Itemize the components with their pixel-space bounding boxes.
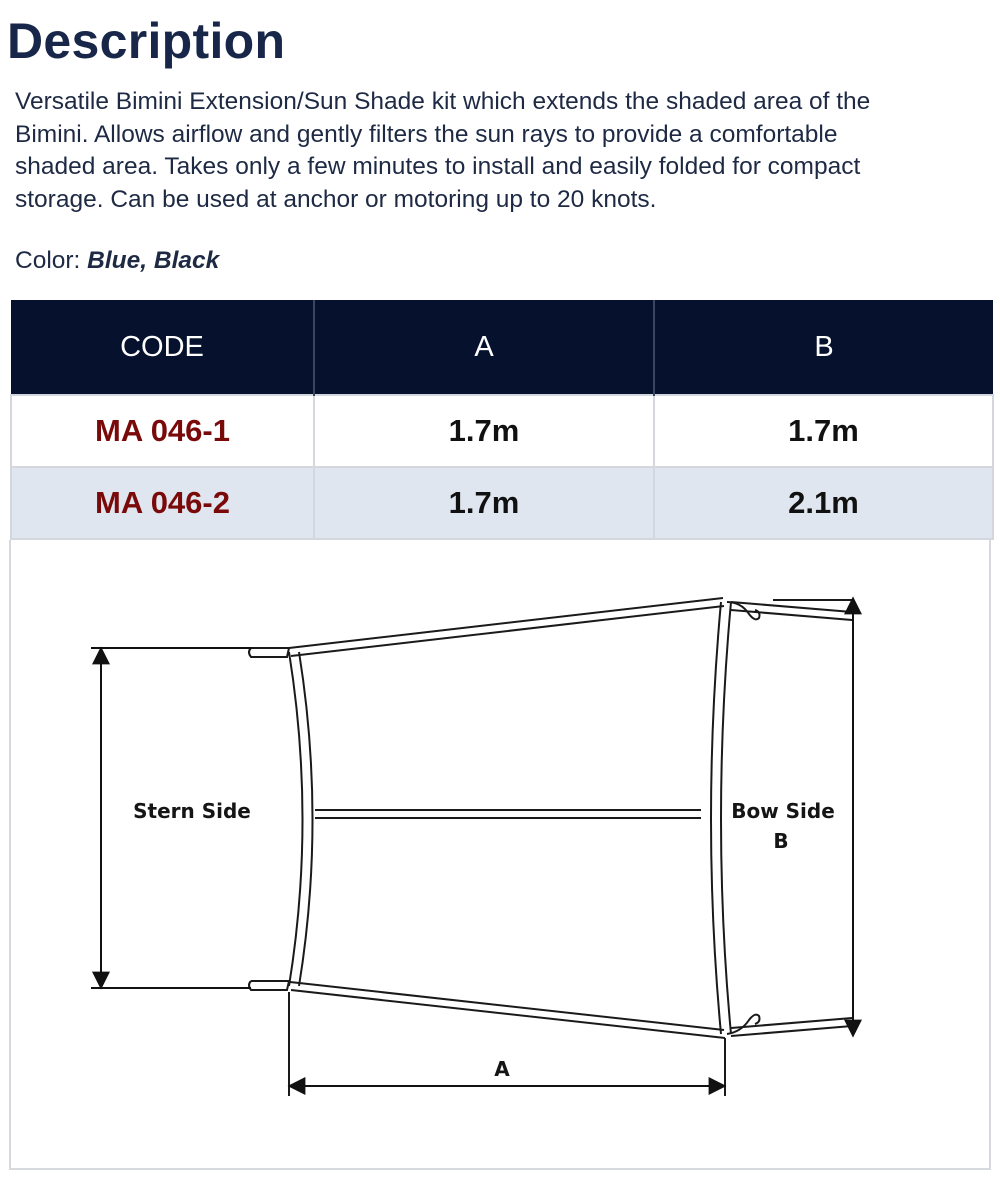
header-a: A: [314, 300, 654, 395]
stern-top-clip: [249, 648, 289, 657]
row-a: 1.7m: [314, 467, 654, 539]
header-code: CODE: [11, 300, 314, 395]
header-b: B: [654, 300, 993, 395]
bow-dimension-label: B: [773, 829, 789, 853]
center-strut: [315, 810, 701, 818]
bow-frame: [711, 602, 731, 1034]
stern-frame: [289, 652, 313, 986]
color-value: Blue, Black: [87, 247, 220, 274]
length-dimension-label: A: [494, 1057, 510, 1081]
color-info: [15, 247, 219, 275]
bottom-rail: [290, 982, 725, 1038]
dimension-diagram: [9, 540, 991, 1170]
spec-table: [10, 300, 994, 540]
row-b: 1.7m: [654, 395, 993, 467]
page-title: Description: [7, 13, 286, 69]
stern-side-label: Stern Side: [133, 799, 251, 823]
row-b: 2.1m: [654, 467, 993, 539]
table-row: [11, 395, 993, 467]
table-header-row: [11, 300, 993, 395]
product-description: Versatile Bimini Extension/Sun Shade kit which extends the shaded area of the Bimini. Allows airflow and gently filters the sun rays to provide a comfortable shaded area. Takes only a few minutes to install and easily folded for compact storage. Can be used at anchor or motoring up to 20 knots.: [15, 88, 871, 213]
color-label: Color:: [15, 247, 81, 274]
table-row: [11, 467, 993, 539]
top-rail: [289, 598, 724, 656]
sunshade-diagram-svg: [11, 540, 993, 1170]
bow-side-label: Bow Side: [731, 799, 835, 823]
stern-bottom-clip: [249, 981, 289, 990]
row-a: 1.7m: [314, 395, 654, 467]
bow-bottom-hook: [727, 1015, 760, 1034]
row-code: MA 046-1: [11, 395, 314, 467]
bow-top-extension: [731, 600, 852, 620]
row-code: MA 046-2: [11, 467, 314, 539]
